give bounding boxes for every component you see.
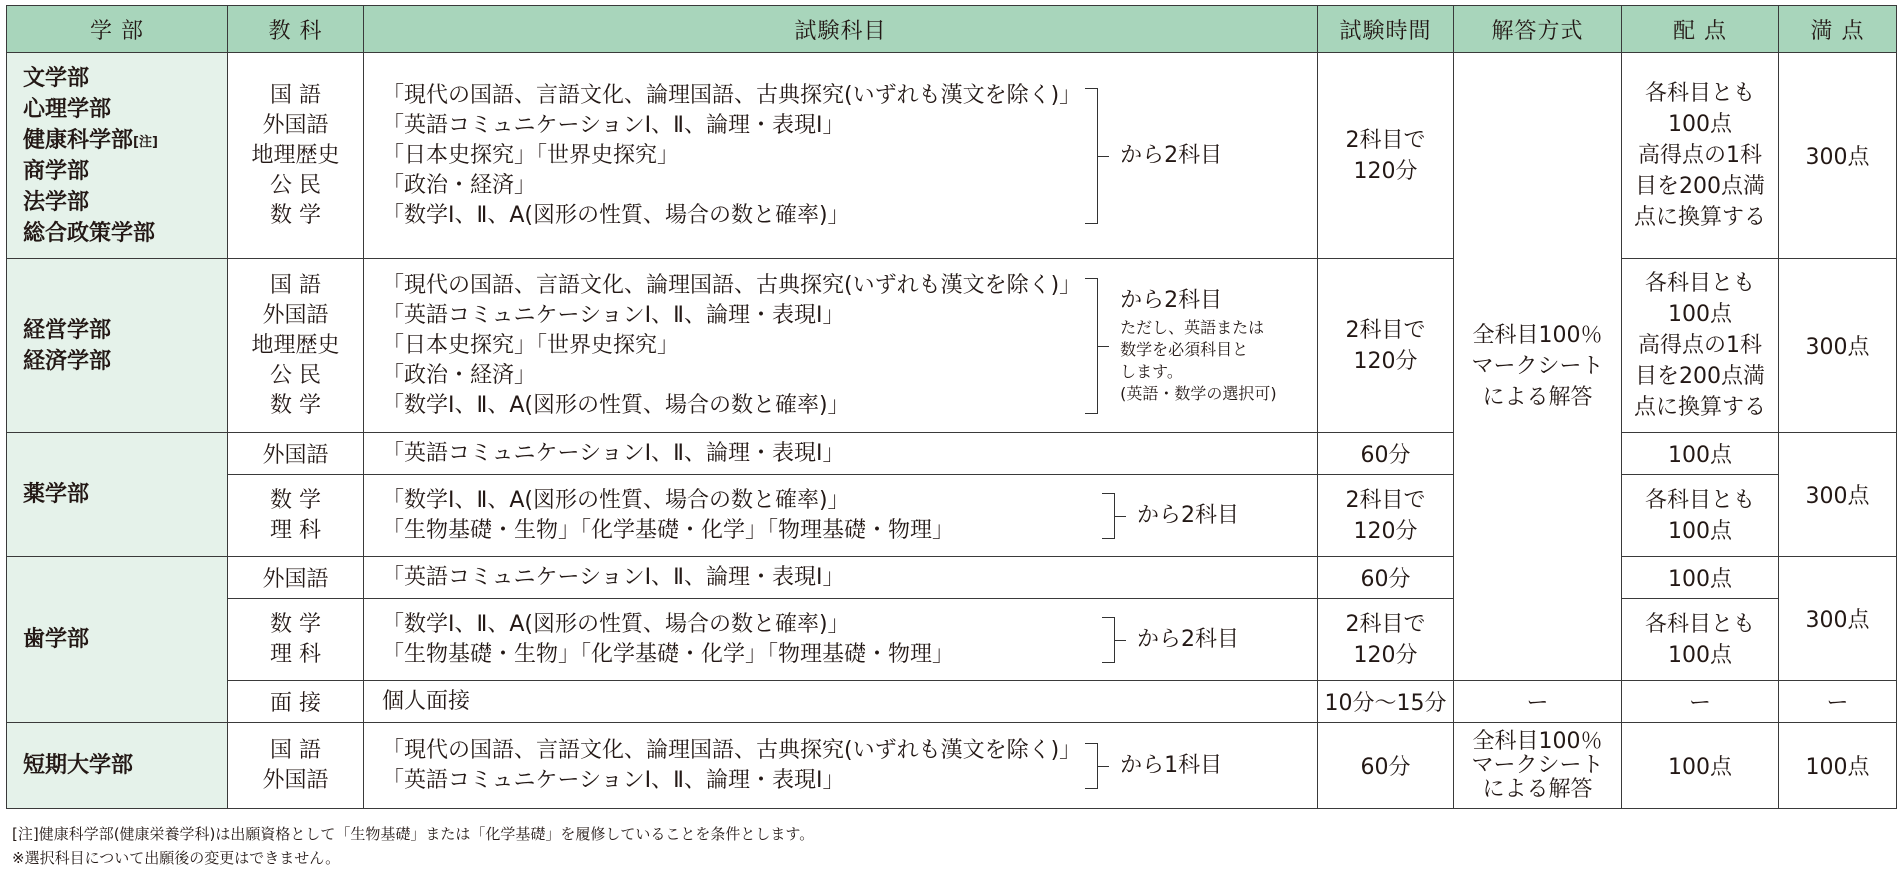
selection-note: します。 <box>1120 361 1183 381</box>
table-row <box>7 723 1897 809</box>
exam-subjects-cell <box>364 557 1318 599</box>
full-score-cell: 300点 <box>1779 557 1897 681</box>
faculty-cell: 短期大学部 <box>7 723 228 809</box>
answer-method-cell: ー <box>1454 681 1622 723</box>
header-exam-time: 試験時間 <box>1318 6 1454 53</box>
selection-rule <box>1120 287 1277 405</box>
exam-time-cell: 10分～15分 <box>1318 681 1454 723</box>
faculty-cell: 歯学部 <box>7 557 228 723</box>
selection-rule: から2科目 <box>1137 502 1240 528</box>
bracket-icon <box>1085 88 1098 224</box>
note-mark: [注] <box>133 134 158 150</box>
faculty-cell <box>7 259 228 433</box>
points-text: 各科目とも <box>1644 81 1755 106</box>
exam-subject: 「日本史探究」「世界史探究」 <box>382 332 680 358</box>
exam-subject: 「英語コミュニケーションⅠ、Ⅱ、論理・表現Ⅰ」 <box>382 767 845 793</box>
exam-subjects-cell <box>364 53 1318 259</box>
subject-cell: 外国語 <box>228 433 364 475</box>
subject-label: 国 語 <box>270 272 321 298</box>
bracket-icon <box>1085 743 1098 789</box>
points-text: 100点 <box>1668 518 1732 544</box>
faculty-name: 総合政策学部 <box>23 220 156 246</box>
selection-rule-text: から2科目 <box>1120 287 1223 313</box>
exam-subjects-cell <box>364 259 1318 433</box>
header-row <box>7 6 1897 53</box>
selection-note: ただし、英語または <box>1120 317 1265 337</box>
points-text: 高得点の1科 <box>1638 333 1762 358</box>
header-faculty: 学 部 <box>7 6 228 53</box>
header-exam-subjects: 試験科目 <box>364 6 1318 53</box>
points-cell <box>1622 53 1779 259</box>
header-points: 配 点 <box>1622 6 1779 53</box>
points-cell <box>1622 475 1779 557</box>
answer-method: による解答 <box>1482 776 1593 802</box>
exam-subject: 「数学Ⅰ、Ⅱ、A(図形の性質、場合の数と確率)」 <box>382 611 850 637</box>
exam-time: 120分 <box>1353 348 1418 374</box>
selection-rule: から2科目 <box>1120 142 1223 168</box>
exam-time-cell <box>1318 259 1454 433</box>
header-full-score: 満 点 <box>1779 6 1897 53</box>
exam-subjects-cell <box>364 723 1318 809</box>
header-answer-method: 解答方式 <box>1454 6 1622 53</box>
points-text: 各科目とも <box>1644 611 1755 637</box>
exam-subjects-cell <box>364 475 1318 557</box>
faculty-name: 経営学部 <box>23 317 112 343</box>
points-cell <box>1622 259 1779 433</box>
exam-subject: 「英語コミュニケーションⅠ、Ⅱ、論理・表現Ⅰ」 <box>382 112 845 138</box>
points-cell: 100点 <box>1622 557 1779 599</box>
subject-label: 数 学 <box>270 487 321 513</box>
table-row <box>7 681 1897 723</box>
subject-label: 外国語 <box>262 302 329 328</box>
subject-label: 地理歴史 <box>251 332 340 358</box>
subject-cell <box>228 599 364 681</box>
subject-label: 理 科 <box>270 517 321 543</box>
bracket-icon <box>1085 278 1098 414</box>
full-score-cell: 100点 <box>1779 723 1897 809</box>
faculty-cell <box>7 53 228 259</box>
points-cell: ー <box>1622 681 1779 723</box>
faculty-name: 経済学部 <box>23 348 112 374</box>
exam-time-cell: 60分 <box>1318 433 1454 475</box>
exam-time: 2科目で <box>1345 317 1426 343</box>
exam-subject: 「生物基礎・生物」「化学基礎・化学」「物理基礎・物理」 <box>382 641 955 667</box>
full-score-cell: ー <box>1779 681 1897 723</box>
faculty-cell: 薬学部 <box>7 433 228 557</box>
exam-time: 120分 <box>1353 518 1418 544</box>
header-subject: 教 科 <box>228 6 364 53</box>
subject-label: 数 学 <box>270 202 321 228</box>
exam-subject: 「英語コミュニケーションⅠ、Ⅱ、論理・表現Ⅰ」 <box>382 302 845 328</box>
subject-label: 外国語 <box>262 112 329 138</box>
points-text: 各科目とも <box>1644 271 1755 296</box>
points-cell: 100点 <box>1622 433 1779 475</box>
exam-time: 120分 <box>1353 642 1418 668</box>
exam-subject: 「現代の国語、言語文化、論理国語、古典探究(いずれも漢文を除く)」 <box>382 82 1082 108</box>
subject-cell <box>228 259 364 433</box>
exam-time-cell <box>1318 475 1454 557</box>
answer-method: マークシート <box>1471 354 1604 379</box>
full-score-cell: 300点 <box>1779 53 1897 259</box>
exam-subject: 「政治・経済」 <box>382 172 537 198</box>
exam-subject: 「英語コミュニケーションⅠ、Ⅱ、論理・表現Ⅰ」 <box>382 440 845 466</box>
answer-method: マークシート <box>1471 752 1604 778</box>
table-row <box>7 53 1897 259</box>
subject-label: 数 学 <box>270 611 321 637</box>
exam-time-cell <box>1318 599 1454 681</box>
points-text: 100点 <box>1668 302 1732 327</box>
points-text: 100点 <box>1668 642 1732 668</box>
footnote: ※選択科目について出願後の変更はできません。 <box>12 849 341 867</box>
faculty-name: 健康科学部 <box>23 127 134 153</box>
exam-subjects-cell <box>364 681 1318 723</box>
exam-subject: 「現代の国語、言語文化、論理国語、古典探究(いずれも漢文を除く)」 <box>382 737 1082 763</box>
selection-rule: から1科目 <box>1120 752 1223 778</box>
exam-time: 120分 <box>1353 158 1418 184</box>
subject-label: 理 科 <box>270 641 321 667</box>
answer-method-cell <box>1454 53 1622 681</box>
points-cell <box>1622 599 1779 681</box>
exam-time-cell: 60分 <box>1318 557 1454 599</box>
faculty-name: 商学部 <box>23 158 90 184</box>
subject-label: 国 語 <box>270 737 321 763</box>
points-text: 各科目とも <box>1644 487 1755 513</box>
subject-label: 国 語 <box>270 82 321 108</box>
exam-subjects-cell <box>364 599 1318 681</box>
footnote: [注]健康科学部(健康栄養学科)は出願資格として「生物基礎」または「化学基礎」を履修していることを条件とします。 <box>12 825 815 843</box>
subject-label: 外国語 <box>262 767 329 793</box>
subject-cell <box>228 53 364 259</box>
exam-time: 2科目で <box>1345 611 1426 637</box>
subject-cell: 面 接 <box>228 681 364 723</box>
exam-subject: 「現代の国語、言語文化、論理国語、古典探究(いずれも漢文を除く)」 <box>382 272 1082 298</box>
exam-subjects-cell <box>364 433 1318 475</box>
subject-label: 公 民 <box>270 362 321 388</box>
exam-time: 2科目で <box>1345 127 1426 153</box>
exam-table <box>6 5 1897 809</box>
exam-subject: 「数学Ⅰ、Ⅱ、A(図形の性質、場合の数と確率)」 <box>382 392 850 418</box>
answer-method-cell <box>1454 723 1622 809</box>
points-text: 目を200点満 <box>1635 364 1765 389</box>
subject-cell <box>228 475 364 557</box>
exam-subject: 個人面接 <box>382 688 471 714</box>
exam-subject: 「日本史探究」「世界史探究」 <box>382 142 680 168</box>
selection-note: (英語・数学の選択可) <box>1120 383 1277 403</box>
exam-subject: 「英語コミュニケーションⅠ、Ⅱ、論理・表現Ⅰ」 <box>382 564 845 590</box>
full-score-cell: 300点 <box>1779 259 1897 433</box>
selection-rule: から2科目 <box>1137 626 1240 652</box>
subject-label: 地理歴史 <box>251 142 340 168</box>
points-text: 100点 <box>1668 112 1732 137</box>
faculty-name: 法学部 <box>23 189 90 215</box>
faculty-name: 文学部 <box>23 65 90 91</box>
exam-time: 2科目で <box>1345 487 1426 513</box>
exam-subject: 「数学Ⅰ、Ⅱ、A(図形の性質、場合の数と確率)」 <box>382 202 850 228</box>
bracket-icon <box>1102 493 1115 539</box>
subject-cell <box>228 723 364 809</box>
bracket-icon <box>1102 617 1115 663</box>
exam-subject: 「生物基礎・生物」「化学基礎・化学」「物理基礎・物理」 <box>382 517 955 543</box>
exam-subject: 「政治・経済」 <box>382 362 537 388</box>
exam-time-cell <box>1318 53 1454 259</box>
points-text: 点に換算する <box>1633 395 1766 420</box>
answer-method: 全科目100％ <box>1472 728 1603 754</box>
answer-method: による解答 <box>1482 385 1593 410</box>
answer-method: 全科目100％ <box>1472 323 1603 348</box>
points-text: 点に換算する <box>1633 205 1766 230</box>
footnotes <box>12 822 814 870</box>
exam-subject: 「数学Ⅰ、Ⅱ、A(図形の性質、場合の数と確率)」 <box>382 487 850 513</box>
subject-label: 公 民 <box>270 172 321 198</box>
full-score-cell: 300点 <box>1779 433 1897 557</box>
points-text: 高得点の1科 <box>1638 143 1762 168</box>
points-cell: 100点 <box>1622 723 1779 809</box>
exam-time-cell: 60分 <box>1318 723 1454 809</box>
points-text: 目を200点満 <box>1635 174 1765 199</box>
subject-cell: 外国語 <box>228 557 364 599</box>
subject-label: 数 学 <box>270 392 321 418</box>
selection-note: 数学を必須科目と <box>1120 339 1249 359</box>
faculty-name: 心理学部 <box>23 96 112 122</box>
